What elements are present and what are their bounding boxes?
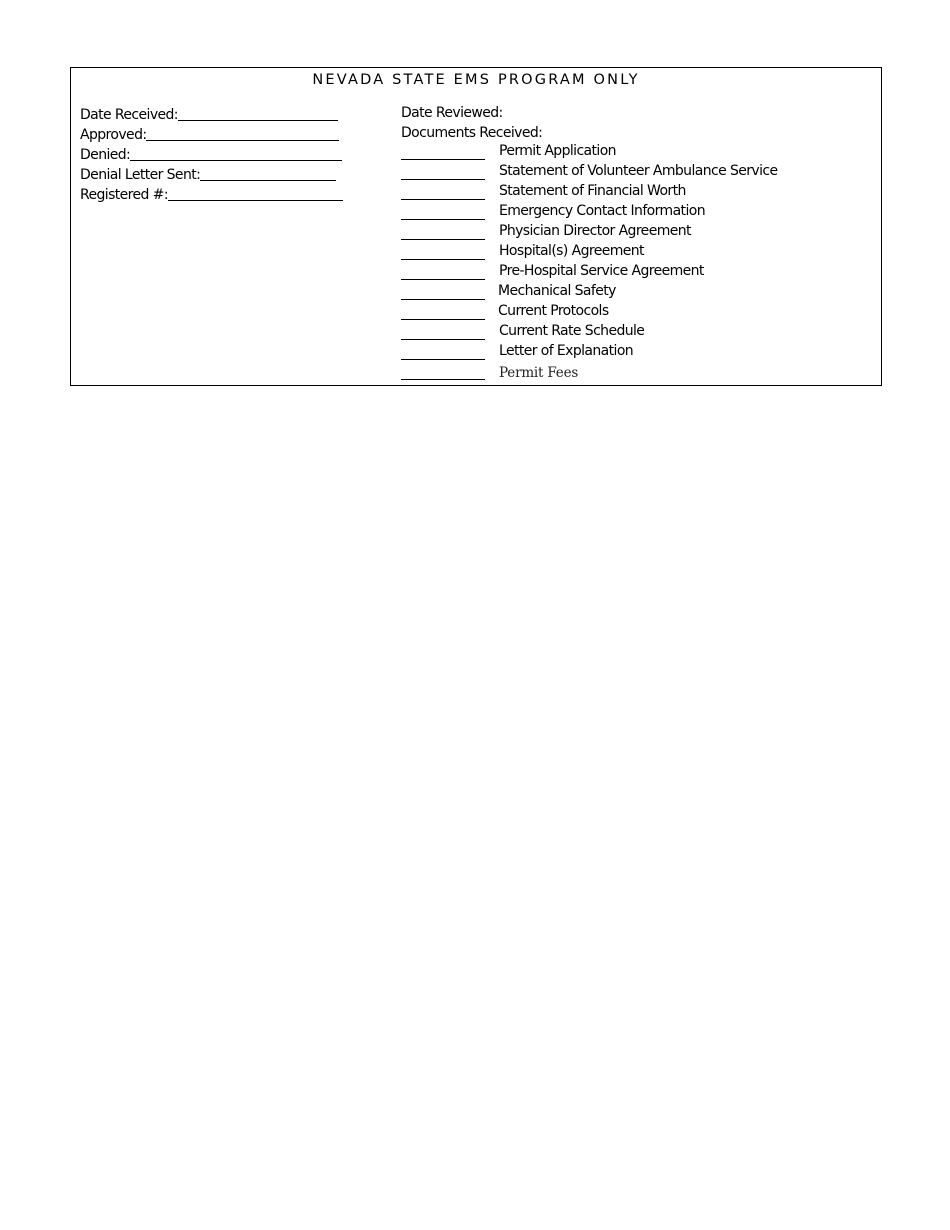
denial-letter-sent-input[interactable]	[200, 180, 336, 181]
document-label: Physician Director Agreement	[499, 223, 691, 239]
document-row	[401, 202, 705, 222]
document-label: Statement of Volunteer Ambulance Service	[499, 163, 778, 179]
document-check-blank[interactable]	[401, 279, 485, 280]
denied-field	[80, 144, 343, 164]
document-row	[401, 342, 634, 362]
document-check-blank[interactable]	[401, 219, 485, 220]
document-row	[401, 322, 645, 342]
document-check-blank[interactable]	[401, 359, 485, 360]
document-check-blank[interactable]	[401, 199, 485, 200]
document-row	[401, 242, 644, 262]
document-check-blank[interactable]	[401, 179, 485, 180]
document-row	[401, 362, 579, 382]
documents-received-label: Documents Received:	[401, 125, 543, 141]
document-label: Pre-Hospital Service Agreement	[499, 263, 704, 279]
denial-letter-sent-field	[80, 164, 343, 184]
document-check-blank[interactable]	[401, 339, 485, 340]
document-label: Current Rate Schedule	[499, 323, 645, 339]
denied-label: Denied:	[80, 147, 131, 163]
document-label: Mechanical Safety	[498, 283, 616, 299]
date-reviewed-label: Date Reviewed:	[401, 105, 503, 121]
document-check-blank[interactable]	[401, 159, 485, 160]
document-row	[401, 182, 686, 202]
document-label: Letter of Explanation	[499, 343, 634, 359]
document-check-blank[interactable]	[401, 299, 485, 300]
section-title: NEVADA STATE EMS PROGRAM ONLY	[312, 72, 640, 88]
date-received-input[interactable]	[178, 120, 338, 121]
document-check-blank[interactable]	[401, 319, 485, 320]
date-received-field	[80, 104, 343, 124]
document-check-blank[interactable]	[401, 259, 485, 260]
document-row	[401, 302, 609, 322]
document-row	[401, 222, 691, 242]
document-check-blank[interactable]	[401, 379, 485, 380]
document-row	[401, 282, 616, 302]
registered-number-label: Registered #:	[80, 187, 168, 203]
document-label: Permit Fees	[499, 365, 579, 381]
registered-number-field	[80, 184, 343, 204]
document-label: Hospital(s) Agreement	[499, 243, 644, 259]
document-row	[401, 162, 778, 182]
denial-letter-sent-label: Denial Letter Sent:	[80, 167, 201, 183]
document-check-blank[interactable]	[401, 239, 485, 240]
ems-office-use-box	[70, 67, 882, 386]
document-row	[401, 262, 704, 282]
approved-input[interactable]	[146, 140, 339, 141]
document-label: Permit Application	[499, 143, 616, 159]
date-received-label: Date Received:	[80, 107, 178, 123]
document-label: Current Protocols	[498, 303, 609, 319]
status-fields	[80, 104, 343, 204]
document-label: Statement of Financial Worth	[499, 183, 686, 199]
documents-section	[401, 104, 778, 382]
denied-input[interactable]	[130, 160, 342, 161]
approved-field	[80, 124, 343, 144]
document-row	[401, 142, 616, 162]
approved-label: Approved:	[80, 127, 147, 143]
document-label: Emergency Contact Information	[499, 203, 705, 219]
registered-number-input[interactable]	[168, 200, 343, 201]
